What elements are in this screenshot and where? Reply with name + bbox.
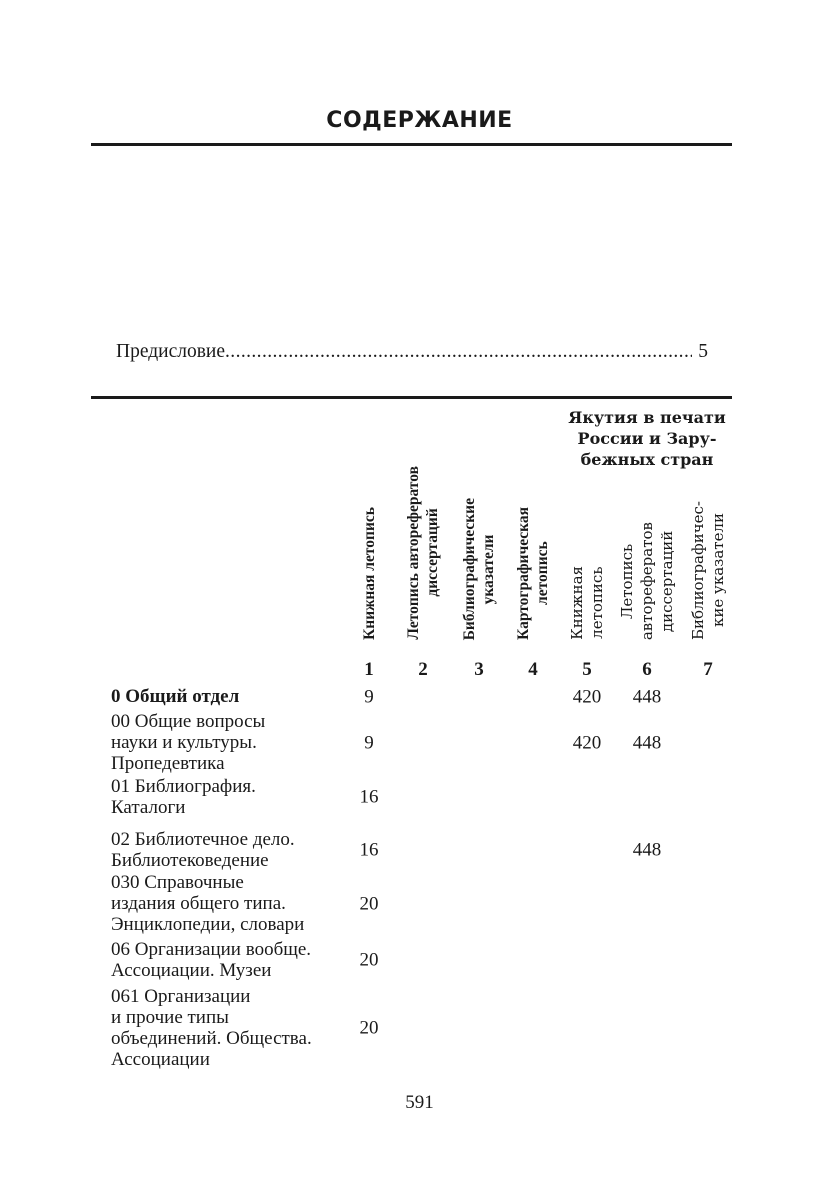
table-row[interactable] bbox=[111, 686, 731, 707]
cell-col-6: 448 bbox=[632, 686, 662, 707]
cell-col-1: 9 bbox=[364, 686, 374, 707]
table-row[interactable] bbox=[111, 829, 731, 871]
cell-col-6: 448 bbox=[632, 839, 662, 861]
row-label bbox=[111, 686, 336, 707]
column-header-5 bbox=[567, 566, 607, 640]
row-label-line: 030 Справочные bbox=[111, 872, 244, 893]
page-title: СОДЕРЖАНИЕ bbox=[326, 108, 513, 133]
row-label-line: Ассоциации bbox=[111, 1049, 210, 1070]
table-row[interactable] bbox=[111, 986, 731, 1070]
group-header-line: Якутия в печати bbox=[568, 408, 726, 427]
row-label-line: науки и культуры. bbox=[111, 732, 257, 753]
row-label-line: 061 Организации bbox=[111, 986, 251, 1007]
column-number: 1 bbox=[364, 659, 374, 680]
row-label-line: 01 Библиография. bbox=[111, 776, 256, 797]
column-header-line: летопись bbox=[534, 541, 551, 606]
column-header-line: указатели bbox=[480, 534, 497, 605]
group-header-line: бежных стран bbox=[580, 450, 714, 469]
column-header-line: диссертаций bbox=[424, 508, 441, 597]
column-header-line: авторефератов bbox=[638, 522, 656, 641]
table-row[interactable] bbox=[111, 872, 731, 935]
row-label bbox=[111, 872, 336, 935]
column-header-line: Картографическая bbox=[515, 507, 532, 640]
row-label bbox=[111, 939, 336, 981]
table-row[interactable] bbox=[111, 939, 731, 981]
cell-col-1: 16 bbox=[359, 786, 379, 808]
table-row[interactable] bbox=[111, 711, 731, 774]
column-header-line: Летопись bbox=[618, 543, 636, 619]
row-label-line: Пропедевтика bbox=[111, 753, 225, 774]
row-label-line: Библиотековедение bbox=[111, 850, 269, 871]
column-header-line: летопись bbox=[588, 566, 606, 640]
column-number: 2 bbox=[418, 659, 428, 680]
page-number: 591 bbox=[405, 1092, 434, 1113]
title-rule bbox=[91, 143, 732, 146]
dot-leader bbox=[225, 341, 692, 363]
column-number: 7 bbox=[703, 659, 713, 680]
cell-col-1: 20 bbox=[359, 949, 379, 971]
row-label bbox=[111, 711, 336, 774]
toc-entry-label: Предисловие bbox=[116, 341, 226, 362]
row-label-line: 0 Общий отдел bbox=[111, 686, 240, 707]
row-label-line: и прочие типы bbox=[111, 1007, 229, 1028]
row-label-line: 06 Организации вообще. bbox=[111, 939, 312, 960]
column-header-3 bbox=[460, 498, 498, 640]
row-label-line: 02 Библиотечное дело. bbox=[111, 829, 295, 850]
table-row[interactable] bbox=[111, 776, 731, 818]
column-header-line: Библиографичес- bbox=[689, 501, 707, 641]
cell-col-1: 20 bbox=[359, 893, 379, 914]
row-label-line: Ассоциации. Музеи bbox=[111, 960, 272, 981]
column-header-line: Библиографические bbox=[461, 498, 478, 641]
row-label-line: объединений. Общества. bbox=[111, 1028, 312, 1049]
column-header-line: диссертаций bbox=[658, 530, 676, 632]
column-number: 6 bbox=[642, 659, 652, 680]
toc-entry-page: 5 bbox=[698, 341, 708, 362]
cell-col-1: 20 bbox=[359, 1017, 379, 1039]
row-label bbox=[111, 829, 336, 871]
table-top-rule bbox=[91, 396, 732, 399]
column-header-1 bbox=[360, 507, 379, 640]
column-number: 5 bbox=[582, 659, 592, 680]
row-label-line: издания общего типа. bbox=[111, 893, 286, 914]
cell-col-1: 9 bbox=[364, 732, 374, 753]
column-header-line: кие указатели bbox=[709, 513, 727, 628]
cell-col-5: 420 bbox=[572, 732, 602, 753]
row-label-line: Энциклопедии, словари bbox=[111, 914, 305, 935]
column-header-line: Летопись авторефератов bbox=[405, 466, 422, 640]
column-number: 4 bbox=[528, 659, 538, 680]
group-header bbox=[558, 407, 736, 470]
column-number: 3 bbox=[474, 659, 484, 680]
column-header-4 bbox=[514, 507, 552, 640]
toc-entry-preface[interactable] bbox=[116, 341, 708, 363]
group-header-line: России и Зару- bbox=[577, 429, 717, 448]
row-label-line: 00 Общие вопросы bbox=[111, 711, 266, 732]
column-header-2 bbox=[404, 466, 442, 640]
cell-col-5: 420 bbox=[572, 686, 602, 707]
column-header-line: Книжная bbox=[568, 566, 586, 640]
row-label bbox=[111, 776, 336, 818]
cell-col-6: 448 bbox=[632, 732, 662, 753]
cell-col-1: 16 bbox=[359, 839, 379, 861]
column-header-7 bbox=[688, 501, 728, 640]
row-label bbox=[111, 986, 336, 1070]
column-header-line: Книжная летопись bbox=[360, 507, 378, 640]
column-header-6 bbox=[617, 522, 677, 640]
row-label-line: Каталоги bbox=[111, 797, 186, 818]
